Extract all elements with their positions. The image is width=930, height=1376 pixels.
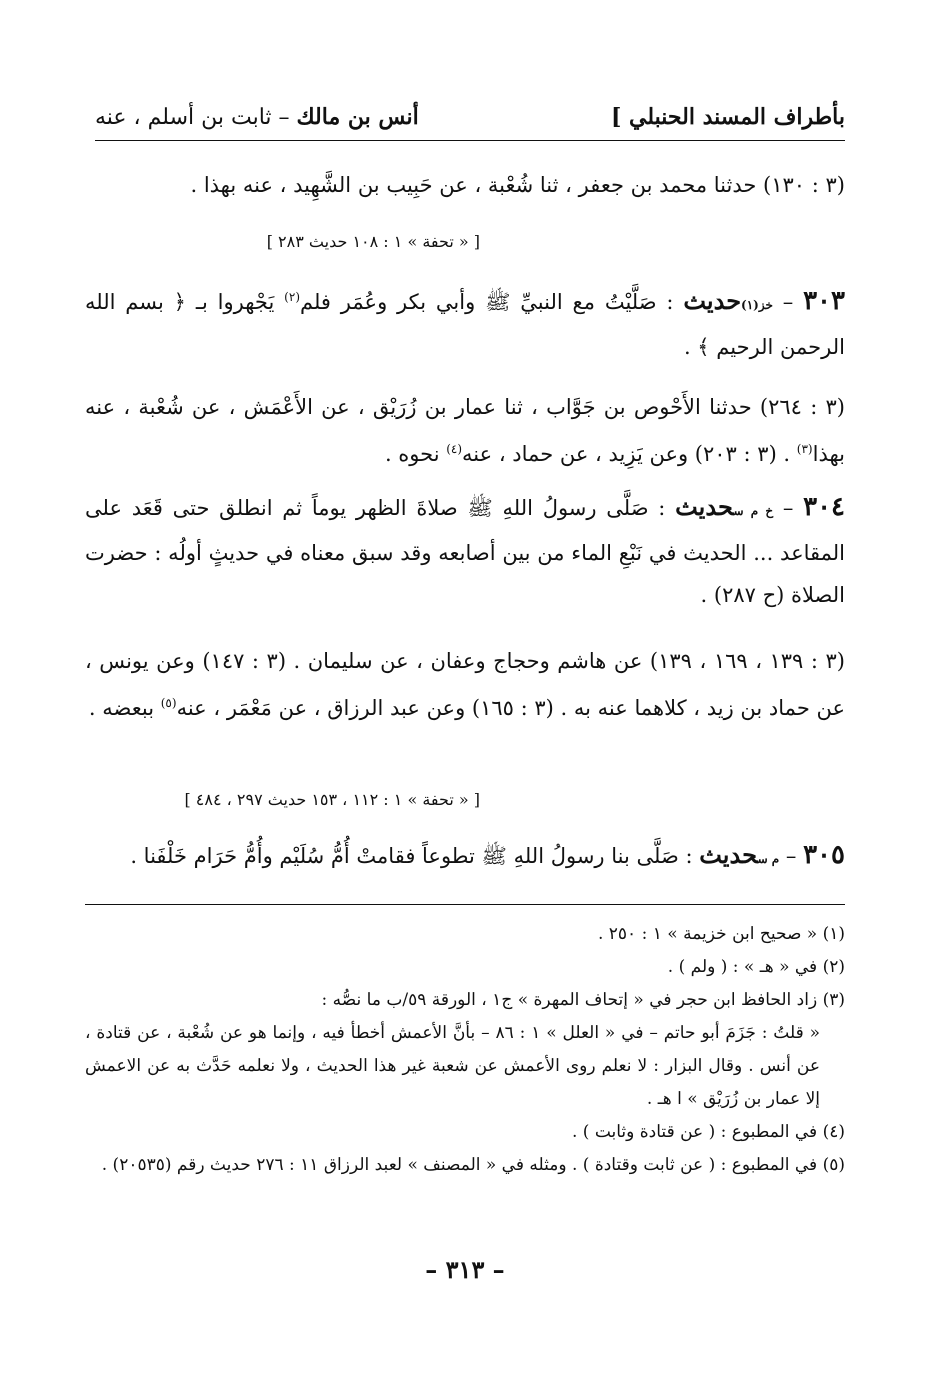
footnote-separator bbox=[85, 904, 845, 905]
footnote-3-quote: « قلتُ : جَزَمَ أبو حاتم – في « العلل » ١ : ٨٦ – بأنَّ الأعمش أخطأ فيه ، وإنما هو عن شُعْبة ، عن قتادة ، عن أنس . وقال البزار : لا نعلم روى الأعمش عن شعبة غير هذا الحديث ، ولا نعلمه حَدَّث به عن الاعمش إلا عمار بن زُرَيْق » ا هـ . bbox=[85, 1023, 821, 1109]
hadith-label bbox=[675, 492, 773, 521]
footnote-3: (٣) زاد الحافظ ابن حجر في « إتحاف المهرة » ج١ ، الورقة ٥٩/ب ما نصُّه : bbox=[321, 990, 845, 1010]
hadith-305: ٣٠٥ – م سحديث : صَلَّى بنا رسولُ اللهِ ﷺ تطوعاً فقامتْ أُمُّ سُلَيْم وأُمُّ حَرَام خَلْفَنا . bbox=[130, 840, 845, 870]
header-book-title: بأطراف المسند الحنبلي ] bbox=[610, 104, 845, 130]
hadith-word: حديث bbox=[699, 840, 758, 869]
hadith-text-cont: يَجْهروا بـ ﴿ بسم الله الرحمن الرحيم ﴾ . bbox=[85, 290, 845, 359]
hadith-word: حديث bbox=[683, 286, 742, 315]
reference-tuhfa-2: [ « تحفة » ١ : ١١٢ ، ١٥٣ حديث ٢٩٧ ، ٤٨٤ ] bbox=[184, 790, 480, 809]
isnad-text-cont: . (٣ : ٢٠٣) وعن يَزِيد ، عن حماد ، عنه bbox=[462, 442, 797, 466]
reference-tuhfa-1: [ « تحفة » ١ : ١٠٨ حديث ٢٨٣ ] bbox=[266, 232, 480, 251]
running-header bbox=[95, 100, 845, 141]
isnad-text-end: نحوه . bbox=[384, 442, 447, 466]
footnotes bbox=[85, 918, 845, 1182]
hadith-text: : صَلَّيْتُ مع النبيِّ ﷺ وأبي بكر وعُمَر فلم bbox=[300, 290, 684, 314]
source-marks: م س bbox=[757, 852, 780, 866]
hadith-word: حديث bbox=[675, 492, 734, 521]
paragraph-isnad-1: (٣ : ١٣٠) حدثنا محمد بن جعفر ، ثنا شُعْبة ، عن حَبِيب بن الشَّهِيد ، عنه بهذا . bbox=[190, 173, 845, 197]
page-number: – ٣١٣ – bbox=[425, 1255, 505, 1284]
header-section-rest: – ثابت بن أسلم ، عنه bbox=[95, 105, 297, 130]
paragraph-isnad-2 bbox=[85, 386, 845, 475]
isnad-text: (٣ : ٢٦٤) حدثنا الأَحْوص بن جَوَّاب ، ثنا عمار بن زُرَيْق ، عن الأَعْمَش ، عن شُعْبة ، عنه بهذا bbox=[85, 395, 845, 466]
footnote-ref: (٢) bbox=[284, 290, 300, 304]
hadith-number: ٣٠٥ bbox=[803, 840, 845, 870]
hadith-text: : صَلَّى رسولُ اللهِ ﷺ صلاةَ الظهر يوماً ثم انطلق حتى قَعَد على المقاعد ... الحديث في نَبْعِ الماء من بين أصابعه وقد سبق معناه في حديثٍ أولُه : حضرت الصلاة (ح ٢٨٧) . bbox=[85, 496, 845, 607]
hadith-label bbox=[699, 840, 779, 869]
footnote-4: (٤) في المطبوع : ( عن قتادة وثابت ) . bbox=[571, 1122, 845, 1142]
paragraph-isnad-3 bbox=[85, 640, 845, 729]
footnote-ref: (٤) bbox=[446, 442, 463, 456]
hadith-303: ٣٠٣ – خز(١)حديث : صَلَّيْتُ مع النبيِّ ﷺ وأبي بكر وعُمَر فلم$^{(٢)}$ يَجْهروا بـ ﴿ بسم الله الرحمن الرحيم ﴾ . bbox=[85, 286, 845, 359]
hadith-number: ٣٠٣ bbox=[803, 286, 845, 316]
hadith-label bbox=[683, 286, 773, 315]
footnote-1: (١) « صحيح ابن خزيمة » ١ : ٢٥٠ . bbox=[597, 924, 845, 944]
hadith-304: ٣٠٤ – خ م سحديث : صَلَّى رسولُ اللهِ ﷺ صلاةَ الظهر يوماً ثم انطلق حتى قَعَد على المقاعد ... الحديث في نَبْعِ الماء من بين أصابعه وقد سبق معناه في حديثٍ أولُه : حضرت الصلاة (ح ٢٨٧) . bbox=[85, 492, 846, 607]
header-section-bold: أنس بن مالك bbox=[296, 104, 419, 130]
footnote-2: (٢) في « هـ » : ( ولم ) . bbox=[667, 957, 845, 977]
isnad-text-end: ببعضه . bbox=[88, 696, 161, 720]
footnote-ref: (٥) bbox=[160, 696, 177, 710]
hadith-number: ٣٠٤ bbox=[803, 492, 846, 522]
isnad-text: (٣ : ١٣٩ ، ١٦٩ ، ١٣٩) عن هاشم وحجاج وعفان ، عن سليمان . (٣ : ١٤٧) وعن يونس ، عن حماد بن زيد ، كلاهما عنه به . (٣ : ١٦٥) وعن عبد الرزاق ، عن مَعْمَر ، عنه bbox=[85, 649, 845, 720]
hadith-text: : صَلَّى بنا رسولُ اللهِ ﷺ تطوعاً فقامتْ أُمُّ سُلَيْم وأُمُّ حَرَام خَلْفَنا . bbox=[130, 844, 700, 868]
source-marks: خ م س bbox=[733, 504, 774, 518]
footnote-5: (٥) في المطبوع : ( عن ثابت وقتادة ) . ومثله في « المصنف » لعبد الرزاق ١١ : ٢٧٦ حديث رقم (٢٠٥٣٥) . bbox=[101, 1155, 845, 1175]
source-marks: خز(١) bbox=[741, 298, 773, 312]
footnote-ref: (٣) bbox=[796, 442, 813, 456]
header-section-title bbox=[95, 104, 419, 130]
